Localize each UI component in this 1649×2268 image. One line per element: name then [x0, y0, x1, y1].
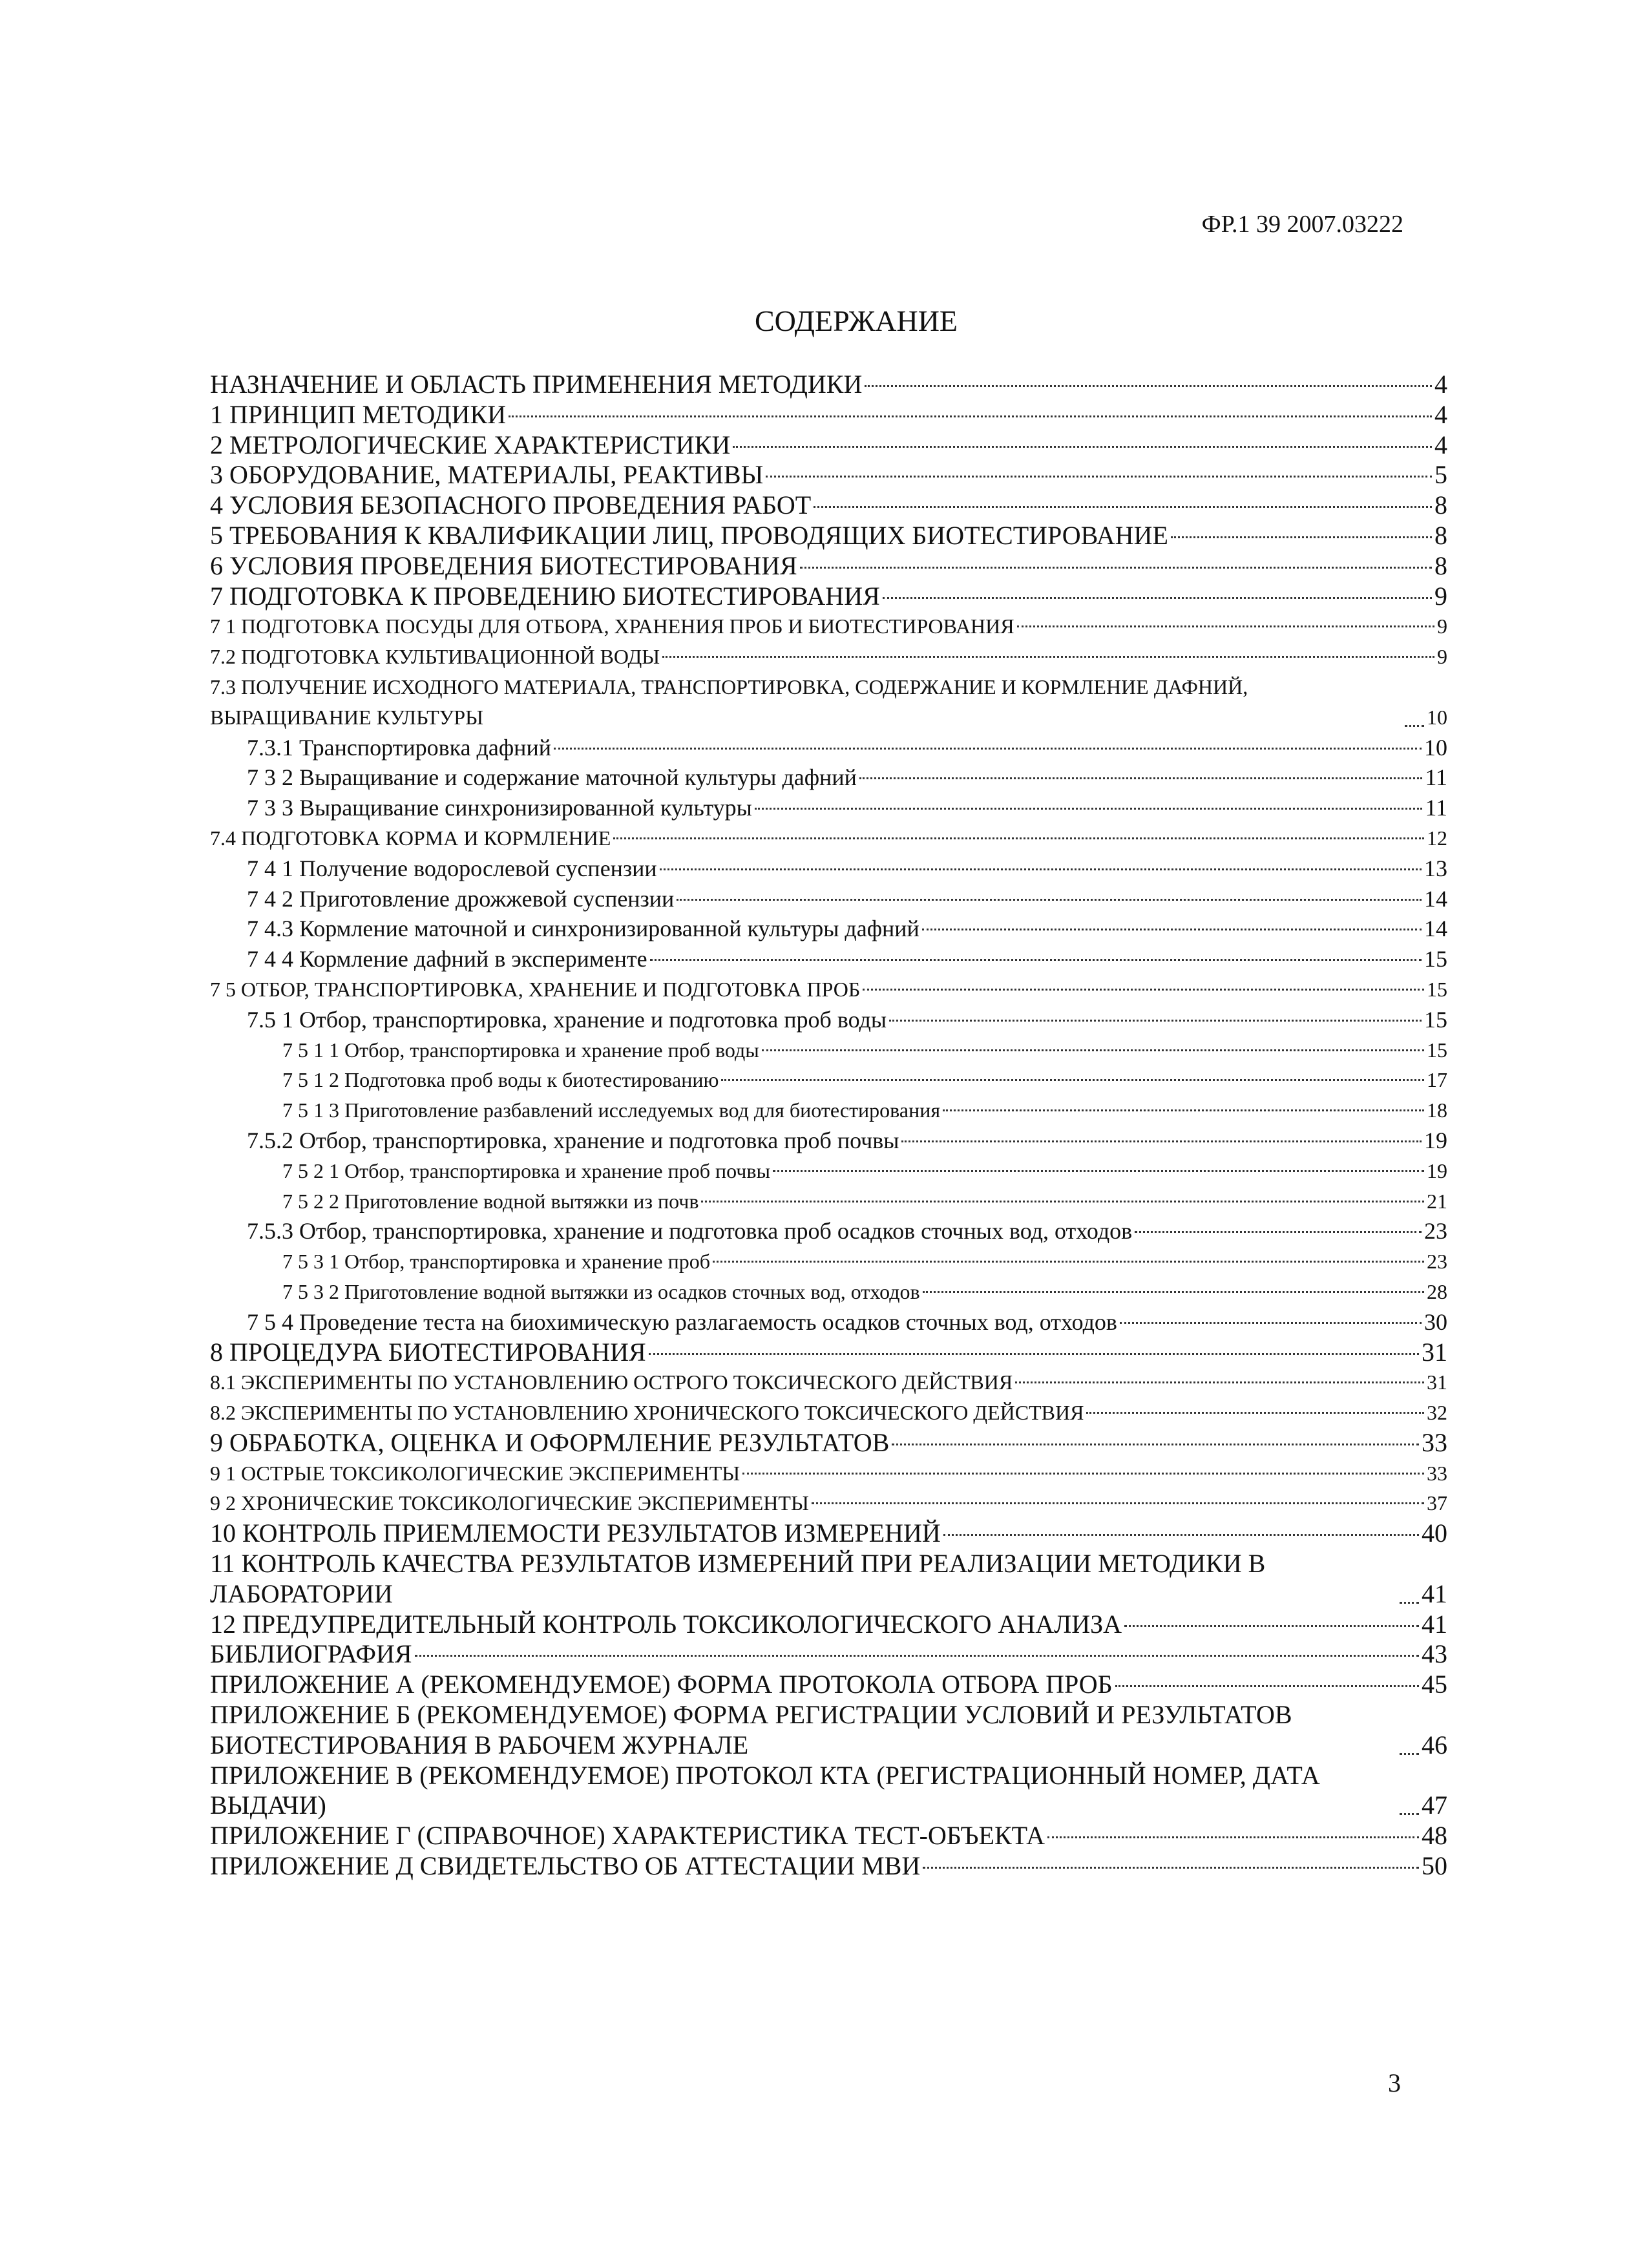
dot-leader	[1015, 1381, 1424, 1383]
toc-entry-page: 19	[1427, 1159, 1447, 1182]
toc-entry-page: 28	[1427, 1279, 1447, 1303]
dot-leader	[1135, 1231, 1422, 1233]
toc-entry[interactable]	[210, 1639, 1447, 1670]
toc-entry-title: 1 ПРИНЦИП МЕТОДИКИ	[210, 399, 507, 429]
toc-entry-page: 8	[1434, 520, 1447, 550]
toc-entry-title: 7 5 ОТБОР, ТРАНСПОРТИРОВКА, ХРАНЕНИЕ И ПОДГОТОВКА ПРОБ	[210, 977, 861, 1001]
dot-leader	[415, 1655, 1419, 1657]
toc-entry-title: 7.3 ПОЛУЧЕНИЕ ИСХОДНОГО МАТЕРИАЛА, ТРАНСПОРТИРОВКА, СОДЕРЖАНИЕ И КОРМЛЕНИЕ ДАФНИЙ, ВЫРАЩИВАНИЕ КУЛЬТУРЫ	[210, 675, 1248, 729]
toc-entry-page: 4	[1434, 370, 1447, 399]
toc-entry-page: 18	[1427, 1098, 1447, 1122]
dot-leader	[766, 476, 1432, 478]
dot-leader	[1017, 625, 1434, 627]
toc-entry-page: 9	[1434, 581, 1447, 611]
toc-entry[interactable]	[210, 672, 1447, 733]
toc-entry[interactable]	[210, 1428, 1447, 1458]
toc-entry-page: 15	[1424, 1006, 1447, 1033]
toc-entry-page: 41	[1422, 1609, 1447, 1639]
page-number: 3	[1388, 2068, 1401, 2097]
toc-entry-page: 14	[1424, 885, 1447, 912]
toc-entry-page: 5	[1434, 460, 1447, 490]
toc-entry-page: 33	[1427, 1461, 1447, 1485]
toc-entry-title: 10 КОНТРОЛЬ ПРИЕМЛЕМОСТИ РЕЗУЛЬТАТОВ ИЗМЕРЕНИЙ	[210, 1518, 941, 1548]
dot-leader	[865, 385, 1432, 387]
toc-entry-page: 47	[1422, 1790, 1447, 1820]
toc-entry-page: 48	[1422, 1821, 1447, 1851]
toc-entry[interactable]	[210, 551, 1447, 582]
toc-entry-page: 41	[1422, 1579, 1447, 1608]
dot-leader	[814, 506, 1432, 508]
dot-leader	[1400, 1813, 1419, 1815]
dot-leader	[613, 837, 1424, 839]
toc-entry[interactable]	[210, 460, 1447, 490]
dot-leader	[742, 1473, 1424, 1475]
toc-entry[interactable]	[210, 1670, 1447, 1700]
dot-leader	[1405, 725, 1424, 727]
toc-entry-page: 9	[1437, 614, 1447, 638]
toc-entry-title: 4 УСЛОВИЯ БЕЗОПАСНОГО ПРОВЕДЕНИЯ РАБОТ	[210, 490, 812, 520]
dot-leader	[923, 1291, 1424, 1293]
dot-leader	[733, 446, 1432, 448]
toc-entry-page: 10	[1424, 734, 1447, 761]
toc-entry-page: 50	[1422, 1851, 1447, 1881]
table-of-contents	[210, 370, 1447, 1882]
toc-entry[interactable]	[210, 582, 1447, 612]
toc-entry-title: 8 ПРОЦЕДУРА БИОТЕСТИРОВАНИЯ	[210, 1337, 646, 1367]
toc-entry-title: 9 ОБРАБОТКА, ОЦЕНКА И ОФОРМЛЕНИЕ РЕЗУЛЬТАТОВ	[210, 1427, 890, 1457]
toc-entry-title: 2 МЕТРОЛОГИЧЕСКИЕ ХАРАКТЕРИСТИКИ	[210, 430, 731, 459]
toc-entry-page: 31	[1422, 1337, 1447, 1367]
dot-leader	[859, 777, 1422, 779]
toc-entry[interactable]	[210, 1367, 1447, 1398]
document-code: ФР.1 39 2007.03222	[1201, 211, 1403, 238]
toc-entry[interactable]	[210, 762, 1447, 793]
dot-leader	[762, 1049, 1424, 1051]
toc-entry-title: ПРИЛОЖЕНИЕ А (РЕКОМЕНДУЕМОЕ) ФОРМА ПРОТОКОЛА ОТБОРА ПРОБ	[210, 1670, 1113, 1699]
toc-entry-title: 7 5 1 2 Подготовка проб воды к биотестированию	[282, 1068, 719, 1092]
toc-entry-title: НАЗНАЧЕНИЕ И ОБЛАСТЬ ПРИМЕНЕНИЯ МЕТОДИКИ	[210, 370, 863, 399]
dot-leader	[721, 1079, 1424, 1081]
dot-leader	[1400, 1753, 1419, 1755]
toc-entry[interactable]	[210, 642, 1447, 672]
toc-entry-title: ПРИЛОЖЕНИЕ В (РЕКОМЕНДУЕМОЕ) ПРОТОКОЛ КТА (РЕГИСТРАЦИОННЫЙ НОМЕР, ДАТА ВЫДАЧИ)	[210, 1760, 1320, 1820]
toc-title: СОДЕРЖАНИЕ	[754, 304, 958, 337]
toc-entry[interactable]	[210, 490, 1447, 521]
dot-leader	[901, 1140, 1422, 1142]
toc-entry-title: 7 5 3 2 Приготовление водной вытяжки из осадков сточных вод, отходов	[282, 1279, 920, 1303]
dot-leader	[1120, 1322, 1422, 1324]
toc-entry-page: 17	[1427, 1068, 1447, 1092]
dot-leader	[509, 415, 1432, 417]
toc-entry[interactable]	[210, 1156, 1447, 1186]
toc-entry-title: 7 3 3 Выращивание синхронизированной культуры	[247, 795, 752, 821]
toc-entry-page: 32	[1427, 1401, 1447, 1425]
toc-entry-page: 4	[1434, 399, 1447, 429]
toc-entry-page: 33	[1422, 1427, 1447, 1457]
toc-entry[interactable]	[210, 1851, 1447, 1882]
toc-entry[interactable]	[210, 884, 1447, 914]
toc-entry[interactable]	[210, 1095, 1447, 1126]
toc-entry-title: 11 КОНТРОЛЬ КАЧЕСТВА РЕЗУЛЬТАТОВ ИЗМЕРЕНИЙ ПРИ РЕАЛИЗАЦИИ МЕТОДИКИ В ЛАБОРАТОРИИ	[210, 1549, 1266, 1608]
toc-entry-title: 7 5 2 1 Отбор, транспортировка и хранение проб почвы	[282, 1159, 770, 1182]
toc-entry-title: 7.4 ПОДГОТОВКА КОРМА И КОРМЛЕНИЕ	[210, 826, 611, 850]
toc-entry-title: 7.5.2 Отбор, транспортировка, хранение и подготовка проб почвы	[247, 1127, 899, 1153]
toc-entry-page: 30	[1424, 1308, 1447, 1335]
toc-entry[interactable]	[210, 1549, 1447, 1610]
toc-entry-title: ПРИЛОЖЕНИЕ Д СВИДЕТЕЛЬСТВО ОБ АТТЕСТАЦИИ МВИ	[210, 1851, 921, 1881]
toc-entry[interactable]	[210, 1126, 1447, 1156]
toc-entry-title: 7.5 1 Отбор, транспортировка, хранение и подготовка проб воды	[247, 1006, 887, 1033]
toc-entry[interactable]	[210, 1035, 1447, 1066]
dot-leader	[863, 989, 1424, 991]
toc-entry-title: 7.3.1 Транспортировка дафний	[247, 734, 551, 761]
toc-entry-title: 8.1 ЭКСПЕРИМЕНТЫ ПО УСТАНОВЛЕНИЮ ОСТРОГО ТОКСИЧЕСКОГО ДЕЙСТВИЯ	[210, 1370, 1013, 1394]
dot-leader	[755, 808, 1422, 810]
toc-entry-page: 31	[1427, 1370, 1447, 1394]
toc-entry[interactable]	[210, 1458, 1447, 1489]
toc-entry[interactable]	[210, 400, 1447, 430]
dot-leader	[677, 899, 1422, 901]
dot-leader	[883, 597, 1432, 599]
dot-leader	[713, 1261, 1424, 1263]
toc-entry-page: 43	[1422, 1639, 1447, 1669]
toc-entry[interactable]	[210, 1761, 1447, 1822]
toc-entry-page: 11	[1425, 795, 1447, 821]
toc-entry[interactable]	[210, 1186, 1447, 1217]
dot-leader	[943, 1534, 1419, 1536]
toc-entry-page: 21	[1427, 1189, 1447, 1213]
dot-leader	[943, 1109, 1424, 1111]
toc-entry-title: 7 1 ПОДГОТОВКА ПОСУДЫ ДЛЯ ОТБОРА, ХРАНЕНИЯ ПРОБ И БИОТЕСТИРОВАНИЯ	[210, 614, 1014, 638]
dot-leader	[922, 929, 1422, 930]
toc-entry-page: 12	[1427, 826, 1447, 850]
toc-entry[interactable]	[210, 1277, 1447, 1307]
dot-leader	[1115, 1685, 1419, 1687]
toc-entry-page: 14	[1424, 916, 1447, 942]
toc-entry-page: 46	[1422, 1730, 1447, 1759]
toc-entry-title: 7.5.3 Отбор, транспортировка, хранение и подготовка проб осадков сточных вод, отходов	[247, 1218, 1133, 1244]
toc-entry-page: 37	[1427, 1491, 1447, 1515]
dot-leader	[1400, 1602, 1419, 1604]
dot-leader	[812, 1502, 1424, 1504]
dot-leader	[923, 1867, 1419, 1869]
toc-entry[interactable]	[210, 1700, 1447, 1761]
toc-entry[interactable]	[210, 521, 1447, 551]
dot-leader	[554, 748, 1422, 750]
toc-entry-title: 7 5 1 1 Отбор, транспортировка и хранение проб воды	[282, 1038, 759, 1062]
dot-leader	[1047, 1836, 1419, 1838]
dot-leader	[1086, 1412, 1424, 1414]
toc-entry-page: 8	[1434, 551, 1447, 580]
dot-leader	[800, 567, 1432, 569]
toc-entry-title: 3 ОБОРУДОВАНИЕ, МАТЕРИАЛЫ, РЕАКТИВЫ	[210, 460, 764, 490]
toc-entry[interactable]	[210, 1338, 1447, 1368]
toc-entry-title: 7 5 3 1 Отбор, транспортировка и хранение проб	[282, 1250, 710, 1274]
toc-entry-page: 13	[1424, 855, 1447, 881]
toc-entry-title: БИБЛИОГРАФИЯ	[210, 1639, 412, 1669]
toc-entry[interactable]	[210, 1518, 1447, 1549]
toc-entry[interactable]	[210, 430, 1447, 461]
toc-entry-title: 12 ПРЕДУПРЕДИТЕЛЬНЫЙ КОНТРОЛЬ ТОКСИКОЛОГИЧЕСКОГО АНАЛИЗА	[210, 1609, 1122, 1639]
toc-entry[interactable]	[210, 974, 1447, 1005]
toc-entry-title: ПРИЛОЖЕНИЕ Б (РЕКОМЕНДУЕМОЕ) ФОРМА РЕГИСТРАЦИИ УСЛОВИЙ И РЕЗУЛЬТАТОВ БИОТЕСТИРОВАНИЯ В РАБОЧЕМ ЖУРНАЛЕ	[210, 1700, 1292, 1759]
toc-entry[interactable]	[210, 1005, 1447, 1035]
toc-entry-title: 7.2 ПОДГОТОВКА КУЛЬТИВАЦИОННОЙ ВОДЫ	[210, 645, 660, 669]
toc-entry-title: 7 ПОДГОТОВКА К ПРОВЕДЕНИЮ БИОТЕСТИРОВАНИЯ	[210, 581, 880, 611]
dot-leader	[1124, 1625, 1419, 1627]
dot-leader	[649, 1353, 1419, 1355]
toc-entry[interactable]	[210, 1216, 1447, 1246]
toc-entry-page: 23	[1424, 1218, 1447, 1244]
dot-leader	[662, 656, 1434, 658]
toc-entry-page: 23	[1427, 1250, 1447, 1274]
dot-leader	[650, 959, 1422, 961]
toc-entry[interactable]	[210, 793, 1447, 823]
toc-entry-title: 9 2 ХРОНИЧЕСКИЕ ТОКСИКОЛОГИЧЕСКИЕ ЭКСПЕРИМЕНТЫ	[210, 1491, 809, 1515]
toc-entry-title: 7 4.3 Кормление маточной и синхронизированной культуры дафний	[247, 916, 919, 942]
toc-entry[interactable]	[210, 1307, 1447, 1338]
dot-leader	[660, 868, 1422, 870]
toc-entry-title: ПРИЛОЖЕНИЕ Г (СПРАВОЧНОЕ) ХАРАКТЕРИСТИКА ТЕСТ-ОБЪЕКТА	[210, 1821, 1045, 1851]
toc-entry-title: 7 4 4 Кормление дафний в эксперименте	[247, 946, 647, 972]
toc-entry-page: 8	[1434, 490, 1447, 520]
toc-entry[interactable]	[210, 944, 1447, 974]
toc-entry-page: 19	[1424, 1127, 1447, 1153]
toc-entry-page: 15	[1424, 946, 1447, 972]
toc-entry-title: 5 ТРЕБОВАНИЯ К КВАЛИФИКАЦИИ ЛИЦ, ПРОВОДЯЩИХ БИОТЕСТИРОВАНИЕ	[210, 520, 1168, 550]
dot-leader	[701, 1201, 1424, 1202]
toc-entry-title: 7 5 1 3 Приготовление разбавлений исследуемых вод для биотестирования	[282, 1098, 941, 1122]
toc-entry[interactable]	[210, 370, 1447, 400]
toc-entry-title: 6 УСЛОВИЯ ПРОВЕДЕНИЯ БИОТЕСТИРОВАНИЯ	[210, 551, 797, 580]
toc-entry-title: 7 5 4 Проведение теста на биохимическую разлагаемость осадков сточных вод, отходов	[247, 1308, 1117, 1335]
dot-leader	[1171, 536, 1432, 538]
toc-entry[interactable]	[210, 1398, 1447, 1428]
toc-entry[interactable]	[210, 823, 1447, 854]
toc-entry-title: 7 5 2 2 Приготовление водной вытяжки из почв	[282, 1189, 699, 1213]
toc-entry-page: 4	[1434, 430, 1447, 459]
toc-entry-page: 9	[1437, 645, 1447, 669]
toc-entry[interactable]	[210, 733, 1447, 763]
toc-entry-page: 15	[1427, 1038, 1447, 1062]
toc-entry[interactable]	[210, 1821, 1447, 1851]
toc-entry-page: 40	[1422, 1518, 1447, 1548]
toc-entry[interactable]	[210, 1065, 1447, 1095]
toc-entry[interactable]	[210, 854, 1447, 884]
toc-entry-page: 15	[1427, 977, 1447, 1001]
dot-leader	[892, 1444, 1419, 1445]
toc-entry-title: 7 4 2 Приготовление дрожжевой суспензии	[247, 885, 675, 912]
toc-entry-title: 8.2 ЭКСПЕРИМЕНТЫ ПО УСТАНОВЛЕНИЮ ХРОНИЧЕСКОГО ТОКСИЧЕСКОГО ДЕЙСТВИЯ	[210, 1401, 1084, 1425]
toc-entry-page: 11	[1425, 764, 1447, 791]
toc-entry-page: 10	[1427, 705, 1447, 729]
toc-entry[interactable]	[210, 1610, 1447, 1640]
toc-entry[interactable]	[210, 1488, 1447, 1518]
toc-entry-title: 7 3 2 Выращивание и содержание маточной культуры дафний	[247, 764, 857, 791]
toc-entry-page: 45	[1422, 1670, 1447, 1699]
toc-entry-title: 9 1 ОСТРЫЕ ТОКСИКОЛОГИЧЕСКИЕ ЭКСПЕРИМЕНТЫ	[210, 1461, 740, 1485]
dot-leader	[773, 1170, 1424, 1172]
toc-entry[interactable]	[210, 914, 1447, 944]
dot-leader	[889, 1020, 1422, 1022]
toc-entry-title: 7 4 1 Получение водорослевой суспензии	[247, 855, 657, 881]
toc-entry[interactable]	[210, 1246, 1447, 1277]
toc-entry[interactable]	[210, 611, 1447, 642]
